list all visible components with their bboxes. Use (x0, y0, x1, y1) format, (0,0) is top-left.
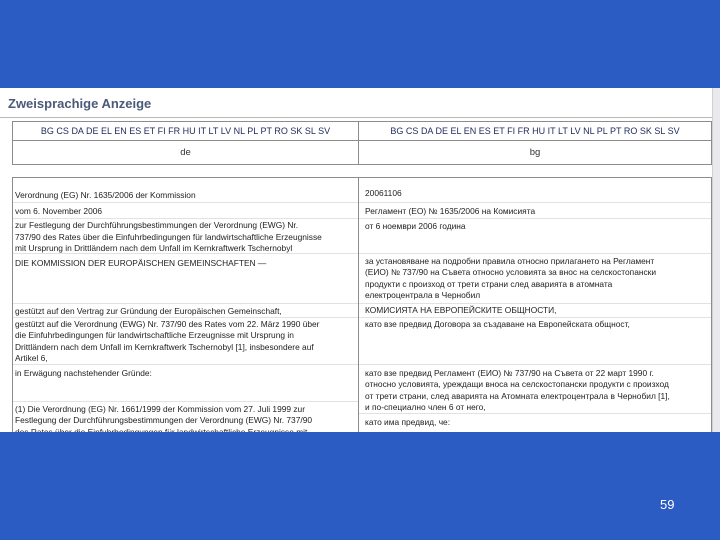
right-language-label: bg (529, 147, 541, 158)
text-line: за установяване на подробни правила относно прилагането на Регламент (365, 255, 655, 266)
paragraph-de (13, 219, 358, 254)
text-line: и по-специално член 6 от него, (365, 402, 486, 412)
lang-link-lt-right[interactable]: LT (558, 126, 568, 136)
lang-link-pl-right[interactable]: PL (596, 126, 608, 136)
lang-link-es-right[interactable]: ES (478, 126, 491, 136)
text-line: 737/90 des Rates über die Einfuhrbedingungen für landwirtschaftliche Erzeugnisse (15, 231, 322, 242)
text-line: vom 6. November 2006 (15, 206, 103, 216)
paragraph-bg (359, 365, 711, 414)
text-line: Drittländern nach dem Unfall im Kernkraftwerk Tschernobyl [1], insbesondere auf (15, 341, 314, 352)
paragraph-de (13, 304, 358, 318)
lang-link-sv-right[interactable]: SV (667, 126, 680, 136)
lang-link-hu-right[interactable]: HU (532, 126, 546, 136)
slide-bottom-band (0, 432, 720, 540)
text-line: продукти с произход от трети страни след аварията в атомната (365, 278, 613, 289)
lang-link-de-right[interactable]: DE (435, 126, 448, 136)
lang-link-de-left[interactable]: DE (85, 126, 99, 136)
lang-link-lv-left[interactable]: LV (220, 126, 232, 136)
paragraph-de (13, 254, 358, 304)
paragraph-bg (359, 414, 711, 428)
language-selector-table (12, 121, 712, 165)
text-line: Регламент (ЕО) № 1635/2006 на Комисията (365, 206, 536, 216)
lang-link-fr-left[interactable]: FR (168, 126, 181, 136)
selected-languages-row (13, 141, 711, 164)
text-line: Verordnung (EG) Nr. 1635/2006 der Kommission (15, 190, 196, 200)
lang-link-pt-right[interactable]: PT (609, 126, 622, 136)
lang-link-sv-left[interactable]: SV (318, 126, 331, 136)
text-line: относно условията, уреждащи вноса на селскостопански продукти с произход (365, 379, 669, 389)
page-heading: Zweisprachige Anzeige (8, 96, 152, 111)
text-line: die Einfuhrbedingungen für landwirtschaftliche Erzeugnisse mit Ursprung in (15, 330, 294, 340)
text-line: gestützt auf die Verordnung (EWG) Nr. 737/90 des Rates vom 22. März 1990 über (15, 318, 320, 329)
text-line: Artikel 6, (15, 353, 48, 363)
lang-link-pt-left[interactable]: PT (260, 126, 272, 136)
lang-link-fi-left[interactable]: FI (157, 126, 166, 136)
paragraph-bg (359, 203, 711, 219)
lang-link-pl-left[interactable]: PL (247, 126, 258, 136)
left-language-label: de (13, 141, 359, 164)
bilingual-display-page (0, 88, 712, 432)
lang-link-fr-right[interactable]: FR (517, 126, 530, 136)
text-line: като взе предвид Договора за създаване на Европейската общност, (365, 318, 630, 329)
lang-link-sk-right[interactable]: SK (639, 126, 652, 136)
paragraph-bg (359, 178, 711, 203)
lang-links-right (359, 122, 711, 140)
language-links-row (13, 122, 711, 141)
lang-link-ro-right[interactable]: RO (623, 126, 638, 136)
text-line: 20061106 (365, 188, 402, 198)
vertical-scrollbar[interactable] (712, 88, 720, 432)
text-line: in Erwägung nachstehender Gründe: (15, 368, 152, 378)
text-line: mit Ursprung in Drittländern nach dem Unfall im Kernkraftwerk Tschernobyl (15, 243, 293, 253)
bilingual-text-table (12, 177, 712, 439)
lang-link-en-right[interactable]: EN (463, 126, 477, 136)
text-line: (1) Die Verordnung (EG) Nr. 1661/1999 der Kommission vom 27. Juli 1999 zur (15, 403, 306, 414)
heading-divider (0, 117, 712, 118)
lang-link-el-right[interactable]: EL (450, 126, 462, 136)
text-line: zur Festlegung der Durchführungsbestimmungen der Verordnung (EWG) Nr. (15, 220, 299, 230)
text-line: като има предвид, че: (365, 416, 451, 427)
paragraph-bg (359, 304, 711, 318)
lang-link-it-right[interactable]: IT (547, 126, 556, 136)
lang-link-et-right[interactable]: ET (493, 126, 505, 136)
paragraph-bg (359, 254, 711, 304)
lang-link-lv-right[interactable]: LV (570, 126, 581, 136)
lang-link-nl-right[interactable]: NL (583, 126, 595, 136)
paragraph-de (13, 203, 358, 219)
text-line: КОМИСИЯТА НА ЕВРОПЕЙСКИТЕ ОБЩНОСТИ, (365, 305, 557, 315)
lang-link-es-left[interactable]: ES (129, 126, 142, 136)
lang-link-fi-right[interactable]: FI (507, 126, 516, 136)
text-line: електроцентрала в Чернобил (365, 290, 481, 300)
lang-link-nl-left[interactable]: NL (233, 126, 245, 136)
text-line: DIE KOMMISSION DER EUROPÄISCHEN GEMEINSCHAFTEN — (15, 258, 267, 268)
paragraph-de (13, 178, 358, 203)
german-text-column (13, 178, 359, 439)
text-line: като взе предвид Регламент (ЕИО) № 737/90 на Съвета от 22 март 1990 г. (365, 367, 654, 378)
text-line: gestützt auf den Vertrag zur Gründung der Europäischen Gemeinschaft, (15, 306, 282, 316)
lang-link-sl-left[interactable]: SL (304, 126, 316, 136)
text-line: Festlegung der Durchführungsbestimmungen der Verordnung (EWG) Nr. 737/90 (15, 415, 313, 425)
paragraph-bg (359, 219, 711, 254)
paragraph-de (13, 365, 358, 402)
lang-link-en-left[interactable]: EN (114, 126, 127, 136)
slide-top-band (0, 0, 720, 88)
lang-link-el-left[interactable]: EL (101, 126, 112, 136)
lang-link-hu-left[interactable]: HU (182, 126, 196, 136)
lang-link-et-left[interactable]: ET (143, 126, 156, 136)
lang-link-cs-left[interactable]: CS (56, 126, 69, 136)
text-line: (ЕИО) № 737/90 на Съвета относно условията за внос на селскостопански (365, 267, 657, 277)
text-line: от трети страни, след аварията на Атомната електроцентрала в Чернобил [1], (365, 390, 670, 401)
lang-link-sl-right[interactable]: SL (654, 126, 666, 136)
text-line: от 6 ноември 2006 година (365, 221, 466, 231)
lang-link-bg-left[interactable]: BG (40, 126, 54, 136)
lang-links-left (13, 122, 359, 140)
lang-link-lt-left[interactable]: LT (208, 126, 219, 136)
lang-link-da-left[interactable]: DA (71, 126, 84, 136)
lang-link-it-left[interactable]: IT (198, 126, 207, 136)
bulgarian-text-column (359, 178, 711, 439)
lang-link-bg-right[interactable]: BG (390, 126, 404, 136)
lang-link-ro-left[interactable]: RO (274, 126, 288, 136)
paragraph-bg (359, 318, 711, 365)
lang-link-sk-left[interactable]: SK (290, 126, 303, 136)
slide-page-number: 59 (660, 497, 675, 512)
paragraph-de (13, 318, 358, 365)
lang-link-cs-right[interactable]: CS (405, 126, 419, 136)
lang-link-da-right[interactable]: DA (420, 126, 433, 136)
